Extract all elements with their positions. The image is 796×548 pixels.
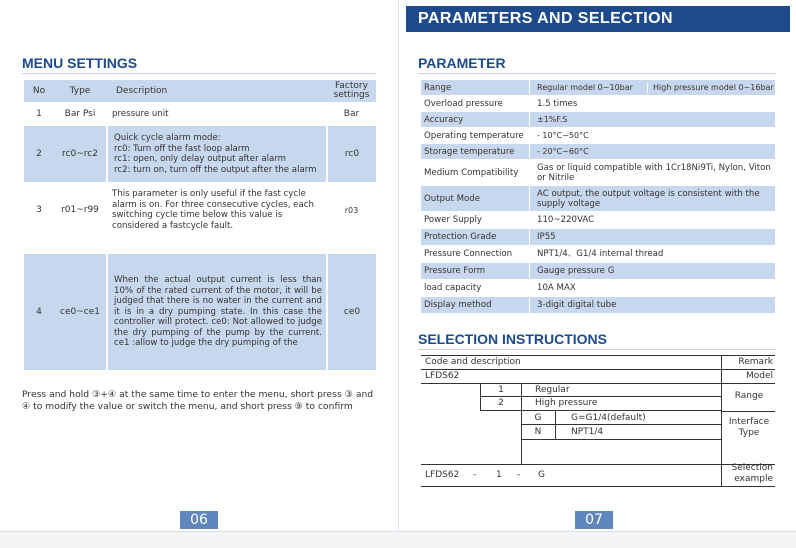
row-factory: ce0 bbox=[328, 254, 376, 370]
row-type: ce0~ce1 bbox=[54, 254, 106, 370]
rule bbox=[555, 410, 556, 439]
param-label: Accuracy bbox=[421, 112, 530, 127]
rule bbox=[521, 439, 721, 440]
row-description: pressure unit bbox=[112, 108, 169, 119]
footer-band bbox=[0, 532, 796, 548]
iface-desc-n: NPT1/4 bbox=[571, 427, 604, 437]
menu-title-underline bbox=[22, 73, 376, 74]
param-value-regular: Regular model 0~10bar bbox=[537, 83, 648, 93]
iface-code-n: N bbox=[534, 427, 542, 437]
remark-header: Remark bbox=[738, 357, 773, 367]
selection-title-underline bbox=[418, 349, 776, 350]
code-description-header: Code and description bbox=[425, 357, 521, 367]
param-row bbox=[421, 186, 775, 212]
example-dash: - bbox=[517, 470, 521, 480]
rule bbox=[721, 355, 722, 486]
param-row bbox=[421, 280, 775, 297]
param-label: Storage temperature bbox=[421, 144, 530, 159]
model-remark: Model bbox=[745, 371, 773, 381]
param-label: Overload pressure bbox=[421, 96, 530, 111]
col-factory-header: Factory settings bbox=[333, 81, 370, 100]
param-value: Gauge pressure G bbox=[537, 266, 615, 276]
col-description-header: Description bbox=[116, 86, 168, 96]
row-description: Quick cycle alarm mode: rc0: Turn off the fast loop alarm rc1: open, only delay output after alarm rc2: turn on, turn off the output after the alarm bbox=[108, 126, 326, 182]
row-no: 2 bbox=[24, 126, 54, 182]
row-no: 4 bbox=[24, 254, 54, 370]
param-value: NPT1/4、G1/4 internal thread bbox=[537, 249, 664, 259]
range-desc-1: Regular bbox=[535, 385, 570, 395]
range-code-2: 2 bbox=[498, 398, 504, 408]
col-no-header: No bbox=[32, 86, 46, 96]
selection-table bbox=[421, 355, 775, 487]
row-factory: rc0 bbox=[328, 126, 376, 182]
page-header-banner: PARAMETERS AND SELECTION bbox=[406, 6, 790, 32]
param-label: Pressure Connection bbox=[421, 246, 530, 262]
row-description: This parameter is only useful if the fast cycle alarm is on. For three consecutive cycles, each switching cycle time below this value is considered a fastcycle fault. bbox=[112, 189, 314, 231]
selection-example-remark: Selection example bbox=[731, 463, 773, 484]
menu-instructions-note: Press and hold ③+④ at the same time to enter the menu, short press ③ and ④ to modify the value or switch the menu, and short press ⑨ to confirm bbox=[22, 389, 374, 413]
row-factory: Bar bbox=[343, 109, 360, 119]
col-type-header: Type bbox=[69, 86, 91, 96]
param-row-range bbox=[421, 80, 775, 96]
table-row bbox=[24, 126, 376, 182]
param-label: Range bbox=[421, 80, 530, 95]
param-row bbox=[421, 263, 775, 280]
range-remark: Range bbox=[734, 391, 764, 401]
row-factory: r03 bbox=[344, 205, 359, 215]
example-model: LFDS62 bbox=[425, 470, 460, 480]
model-code: LFDS62 bbox=[425, 371, 460, 381]
param-value-high: High pressure model 0~16bar bbox=[653, 82, 774, 92]
param-value: Gas or liquid compatible with 1Cr18Ni9Ti, Nylon, Viton or Nitrile bbox=[537, 162, 771, 183]
iface-code-g: G bbox=[534, 413, 542, 423]
param-row bbox=[421, 212, 775, 229]
param-value: 10A MAX bbox=[537, 283, 576, 293]
row-no: 3 bbox=[36, 205, 42, 215]
table-row bbox=[24, 184, 376, 252]
param-row bbox=[421, 96, 775, 112]
rule bbox=[521, 424, 721, 425]
param-label: load capacity bbox=[421, 280, 530, 296]
row-type: rc0~rc2 bbox=[54, 126, 106, 182]
rule bbox=[721, 411, 775, 412]
table-row bbox=[24, 254, 376, 370]
rule bbox=[480, 410, 721, 411]
page-number: 06 bbox=[180, 511, 218, 529]
param-value: 1.5 times bbox=[537, 98, 578, 109]
selection-title: SELECTION INSTRUCTIONS bbox=[418, 331, 608, 347]
row-description: When the actual output current is less than 10% of the rated current of the motor, it will be judged that there is no water in the current and it is in a dry pumping state. In this case the controller will protect. ce0: Not allowed to judge the dry pumping of the pump by the current. ce1 :allow to judge the dry pumping of the bbox=[108, 254, 326, 370]
row-type: Bar Psi bbox=[64, 109, 96, 119]
param-row bbox=[421, 160, 775, 186]
interface-remark: Interface Type bbox=[728, 417, 770, 438]
example-interface: G bbox=[538, 470, 545, 480]
param-label: Pressure Form bbox=[421, 263, 530, 279]
param-label: Operating temperature bbox=[421, 128, 530, 143]
parameter-title: PARAMETER bbox=[418, 55, 506, 71]
table-row bbox=[24, 104, 376, 124]
param-value: 110~220VAC bbox=[537, 215, 595, 225]
row-type: r01~r99 bbox=[61, 205, 99, 215]
param-label: Display method bbox=[421, 297, 530, 313]
param-value: IP55 bbox=[537, 232, 556, 242]
param-value: 3-digit digital tube bbox=[537, 300, 617, 310]
table-header-row bbox=[24, 80, 376, 102]
param-label: Protection Grade bbox=[421, 229, 530, 245]
param-label: Output Mode bbox=[421, 186, 530, 211]
example-range: 1 bbox=[496, 470, 502, 480]
param-value: ±1%F.S bbox=[537, 114, 568, 124]
range-desc-2: High pressure bbox=[535, 398, 598, 408]
page-number: 07 bbox=[575, 511, 613, 529]
param-row bbox=[421, 144, 775, 160]
rule bbox=[421, 486, 775, 487]
iface-desc-g: G=G1/4(default) bbox=[571, 413, 646, 423]
range-code-1: 1 bbox=[498, 385, 504, 395]
example-dash: - bbox=[473, 470, 477, 480]
menu-settings-title: MENU SETTINGS bbox=[22, 55, 138, 71]
param-label: Power Supply bbox=[421, 212, 530, 228]
param-value: AC output, the output voltage is consistent with the supply voltage bbox=[537, 188, 760, 209]
param-value: - 10°C~50°C bbox=[537, 130, 589, 140]
param-row bbox=[421, 246, 775, 263]
param-row bbox=[421, 112, 775, 128]
param-row bbox=[421, 297, 775, 314]
param-row bbox=[421, 128, 775, 144]
parameter-title-underline bbox=[418, 73, 776, 74]
param-value bbox=[531, 80, 775, 95]
param-label: Medium Compatibility bbox=[421, 160, 530, 185]
param-value: - 20°C~60°C bbox=[537, 146, 589, 156]
param-row bbox=[421, 229, 775, 246]
row-no: 1 bbox=[36, 109, 42, 119]
